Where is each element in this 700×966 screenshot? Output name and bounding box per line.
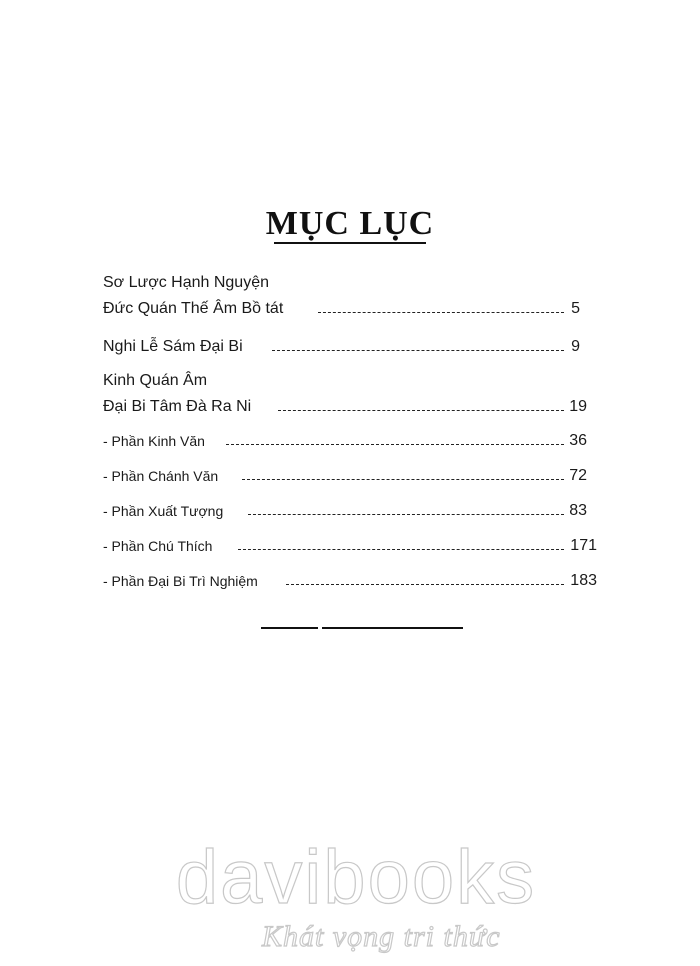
toc-entry-title: Đại Bi Tâm Đà Ra Ni bbox=[103, 398, 252, 415]
toc-entry-line bbox=[0, 370, 700, 394]
watermark-brand: davibooks bbox=[175, 835, 537, 920]
toc-entry-title: Nghi Lễ Sám Đại Bi bbox=[103, 338, 243, 355]
toc-entry-page: 5 bbox=[571, 300, 580, 317]
toc-entry-title-line1: Sơ Lược Hạnh Nguyện bbox=[103, 274, 269, 291]
dot-leader bbox=[286, 570, 564, 594]
dot-leader bbox=[238, 535, 564, 559]
toc-entry bbox=[0, 465, 700, 489]
toc-entry-page: 19 bbox=[569, 398, 587, 415]
toc-entry-title: - Phần Chánh Văn bbox=[103, 468, 219, 484]
toc-entry-title: - Phần Đại Bi Trì Nghiệm bbox=[103, 573, 258, 589]
toc-entry bbox=[0, 298, 700, 322]
toc-entry-title: - Phần Kinh Văn bbox=[103, 433, 205, 449]
toc-entry-title: - Phần Xuất Tượng bbox=[103, 503, 224, 519]
dot-leader bbox=[318, 298, 564, 322]
toc-entry-page: 171 bbox=[570, 537, 597, 554]
dot-leader bbox=[278, 396, 564, 420]
closing-rule bbox=[322, 627, 463, 629]
toc-entry-page: 183 bbox=[570, 572, 597, 589]
toc-entry bbox=[0, 430, 700, 454]
dot-leader bbox=[248, 500, 564, 524]
toc-entry bbox=[0, 535, 700, 559]
toc-entry-page: 83 bbox=[569, 502, 587, 519]
title-underline bbox=[274, 242, 426, 244]
toc-entry-page: 36 bbox=[569, 432, 587, 449]
dot-leader bbox=[242, 465, 564, 489]
toc-entry-title: Đức Quán Thế Âm Bồ tát bbox=[103, 300, 284, 317]
toc-entry bbox=[0, 336, 700, 360]
toc-entry-line bbox=[0, 272, 700, 296]
toc-entry-page: 9 bbox=[571, 338, 580, 355]
toc-entry-title-line1: Kinh Quán Âm bbox=[103, 372, 208, 389]
toc-entry bbox=[0, 396, 700, 420]
watermark-tagline: Khát vọng tri thức bbox=[262, 920, 501, 953]
toc-entry-title: - Phần Chú Thích bbox=[103, 538, 213, 554]
toc-entry bbox=[0, 500, 700, 524]
dot-leader bbox=[226, 430, 564, 454]
toc-entry-page: 72 bbox=[569, 467, 587, 484]
page-title: MỤC LỤC bbox=[265, 205, 435, 242]
toc-entry bbox=[0, 570, 700, 594]
dot-leader bbox=[272, 336, 564, 360]
closing-rule bbox=[261, 627, 318, 629]
